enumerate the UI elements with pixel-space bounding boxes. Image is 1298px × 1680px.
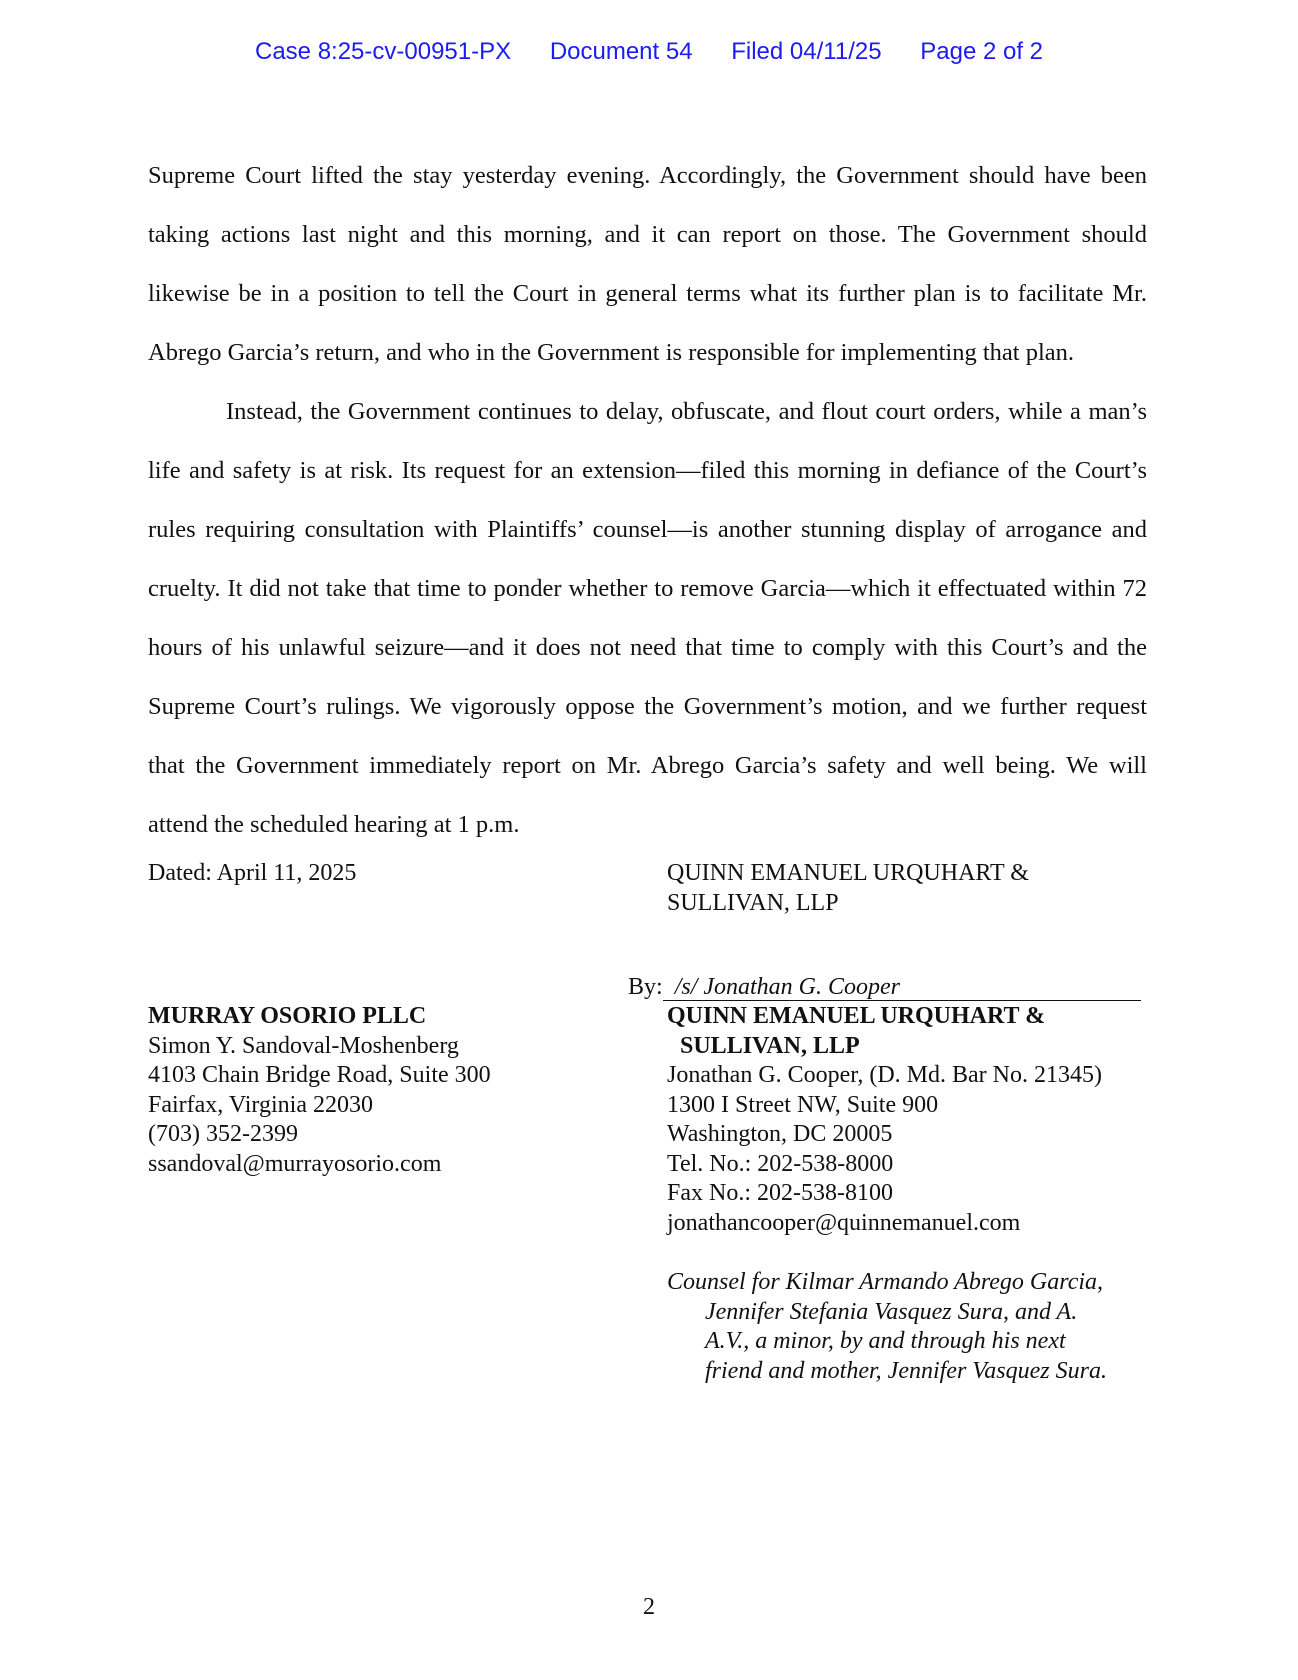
page-indicator: Page 2 of 2 xyxy=(920,38,1043,65)
lead-counsel-firm-line-1: QUINN EMANUEL URQUHART & xyxy=(667,1003,1046,1029)
co-counsel-phone: (703) 352-2399 xyxy=(148,1121,298,1147)
electronic-signature: /s/ Jonathan G. Cooper xyxy=(663,974,1141,1001)
counsel-for-line-1: Counsel for Kilmar Armando Abrego Garcia, xyxy=(667,1269,1104,1295)
counsel-for-block xyxy=(667,1268,1107,1386)
lead-counsel-block xyxy=(667,1002,1102,1238)
lead-counsel-fax: Fax No.: 202-538-8100 xyxy=(667,1180,893,1206)
counsel-for-line-3: A.V., a minor, by and through his next xyxy=(705,1328,1066,1354)
paragraph-1: Supreme Court lifted the stay yesterday evening. Accordingly, the Government should have been taking actions last night and this morning, and it can report on those. The Government should likewise be in a position to tell the Court in general terms what its further plan is to facilitate Mr. Abrego Garcia’s return, and who in the Government is responsible for implementing that plan. xyxy=(148,162,1147,366)
co-counsel-address-1: 4103 Chain Bridge Road, Suite 300 xyxy=(148,1062,491,1088)
signature-line xyxy=(628,972,1147,1002)
co-counsel-address-2: Fairfax, Virginia 22030 xyxy=(148,1091,373,1118)
lead-counsel-address-2: Washington, DC 20005 xyxy=(667,1121,893,1147)
by-label: By: xyxy=(628,974,663,1000)
lead-counsel-firm-line-2: SULLIVAN, LLP xyxy=(680,1032,860,1059)
lead-counsel-name: Jonathan G. Cooper, (D. Md. Bar No. 21345) xyxy=(667,1062,1102,1088)
signing-firm-line-2: SULLIVAN, LLP xyxy=(667,890,839,916)
dated-line: Dated: April 11, 2025 xyxy=(148,860,357,886)
co-counsel-block xyxy=(148,1002,491,1179)
case-number: Case 8:25-cv-00951-PX xyxy=(255,38,512,65)
filed-date: Filed 04/11/25 xyxy=(731,38,882,65)
ecf-header xyxy=(0,38,1298,66)
co-counsel-name: Simon Y. Sandoval-Moshenberg xyxy=(148,1032,459,1059)
lead-counsel-tel: Tel. No.: 202-538-8000 xyxy=(667,1150,894,1177)
signing-firm-line-1: QUINN EMANUEL URQUHART & xyxy=(667,860,1029,886)
counsel-for-line-4: friend and mother, Jennifer Vasquez Sura. xyxy=(705,1357,1107,1384)
counsel-for-line-2: Jennifer Stefania Vasquez Sura, and A. xyxy=(705,1298,1078,1325)
page-number: 2 xyxy=(643,1594,655,1620)
co-counsel-firm: MURRAY OSORIO PLLC xyxy=(148,1003,427,1029)
lead-counsel-email: jonathancooper@quinnemanuel.com xyxy=(667,1209,1021,1236)
co-counsel-email: ssandoval@murrayosorio.com xyxy=(148,1150,442,1177)
body-text xyxy=(148,146,1147,854)
paragraph-2: Instead, the Government continues to delay, obfuscate, and flout court orders, while a man’s life and safety is at risk. Its request for an extension—filed this morning in defiance of the Court’s rules requiring consultation with Plaintiffs’ counsel—is another stunning display of arrogance and cruelty. It did not take that time to ponder whether to remove Garcia—which it effectuated within 72 hours of his unlawful seizure—and it does not need that time to comply with this Court’s and the Supreme Court’s rulings. We vigorously oppose the Government’s motion, and we further request that the Government immediately report on Mr. Abrego Garcia’s safety and well being. We will attend the scheduled hearing at 1 p.m. xyxy=(148,398,1147,838)
signing-firm xyxy=(667,858,1029,918)
lead-counsel-address-1: 1300 I Street NW, Suite 900 xyxy=(667,1091,939,1118)
document-number: Document 54 xyxy=(549,38,693,65)
